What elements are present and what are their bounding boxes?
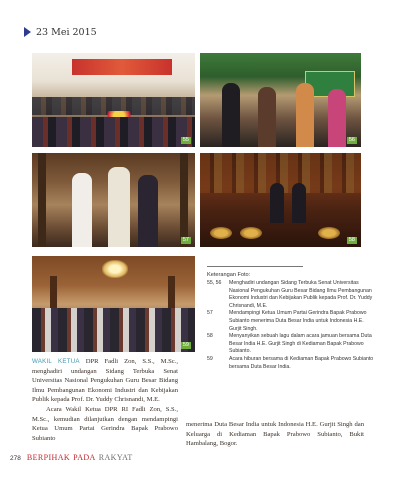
photo-crowd xyxy=(32,308,195,352)
caption-text: Acara hiburan bersama di Kediaman Bapak Prabowo Subianto bersama Duta Besar India. xyxy=(229,355,374,370)
article-paragraph: Acara Wakil Ketua DPR RI Fadli Zon, S.S., M.Sc., kemudian dilanjutkan dengan mendampingi Ketua Umum Partai Gerindra Bapak Prabowo Subianto xyxy=(32,405,178,442)
page-footer xyxy=(10,453,133,462)
photo-captions xyxy=(207,266,377,371)
caption-number: 58 xyxy=(207,333,213,340)
photo-gamelan xyxy=(318,227,340,239)
photo-person xyxy=(258,87,276,147)
photo-person xyxy=(222,83,240,147)
photo-57 xyxy=(32,153,195,247)
triangle-icon xyxy=(24,27,31,37)
caption-number: 59 xyxy=(207,355,213,362)
photo-56 xyxy=(200,53,361,147)
photo-pillar xyxy=(180,153,188,247)
photo-number: 59 xyxy=(182,342,189,348)
photo-55 xyxy=(32,53,195,147)
photo-audience-row xyxy=(32,117,195,147)
photo-number: 56 xyxy=(348,137,355,143)
lead-text: WAKIL KETUA xyxy=(32,358,80,365)
article-body-left xyxy=(32,357,178,443)
article-body-right xyxy=(186,420,364,449)
photo-person xyxy=(108,167,130,247)
photo-number: 55 xyxy=(182,137,189,143)
paragraph-text: DPR Fadli Zon, S.S., M.Sc., menghadiri undangan Sidang Terbuka Senat Universitas Nasional Pengukuhan Guru Besar Bidang Ilmu Pembangunan Ekonomi Industri dan Kebijakan Publik kepada Prof. Dr. Yuddy Chrisnandi, M.E. xyxy=(32,358,179,404)
caption-number: 57 xyxy=(207,310,213,317)
photo-pillar xyxy=(38,153,46,247)
photo-person xyxy=(270,183,284,223)
caption-item xyxy=(207,356,377,371)
caption-number: 55, 56 xyxy=(207,280,222,286)
photo-number: 57 xyxy=(182,237,189,243)
date-text: 23 Mei 2015 xyxy=(36,26,97,38)
photo-person xyxy=(296,83,314,147)
photo-person xyxy=(138,175,158,247)
caption-item xyxy=(207,333,377,356)
photo-59 xyxy=(32,256,195,352)
divider xyxy=(207,266,303,267)
footer-brand-word: PADA xyxy=(73,453,96,462)
photo-chandelier xyxy=(102,260,128,278)
photo-person xyxy=(72,173,92,247)
caption-text: Mendampingi Ketua Umum Partai Gerindra Bapak Prabowo Subianto menerima Duta Besar India untuk Indonesia H.E. Gurjit Singh. xyxy=(229,310,367,332)
caption-title: Keterangan Foto: xyxy=(207,272,251,278)
photo-number: 58 xyxy=(348,237,355,243)
photo-58 xyxy=(200,153,361,247)
footer-brand-word: BERPIHAK xyxy=(26,453,71,462)
date-header xyxy=(24,26,97,38)
caption-item xyxy=(207,310,377,333)
photo-gamelan xyxy=(240,227,262,239)
photo-person xyxy=(292,183,306,223)
footer-brand-word: RAKYAT xyxy=(98,453,133,462)
caption-text: Menyanyikan sebuah lagu dalam acara jamuan bersama Duta Besar India H.E. Gurjit Singh di Kediaman Bapak Prabowo Subianto. xyxy=(229,333,372,355)
article-paragraph: menerima Duta Besar India untuk Indonesia H.E. Gurjit Singh dan Keluarga di Kediaman Bapak Prabowo Subianto, Bukit Hambalang, Bogor. xyxy=(186,421,364,448)
caption-item xyxy=(207,280,377,310)
page-number: 278 xyxy=(10,455,21,462)
photo-banner xyxy=(72,59,172,75)
photo-gamelan xyxy=(210,227,232,239)
caption-text: Menghadiri undangan Sidang Terbuka Senat Universitas Nasional Pengukuhan Guru Besar Bidang Ilmu Pembangunan Ekonomi Industri dan Kebijakan Publik kepada Prof. Dr. Yuddy Chrisnandi, M.E. xyxy=(229,280,373,309)
photo-person xyxy=(328,89,346,147)
article-paragraph xyxy=(32,357,178,405)
